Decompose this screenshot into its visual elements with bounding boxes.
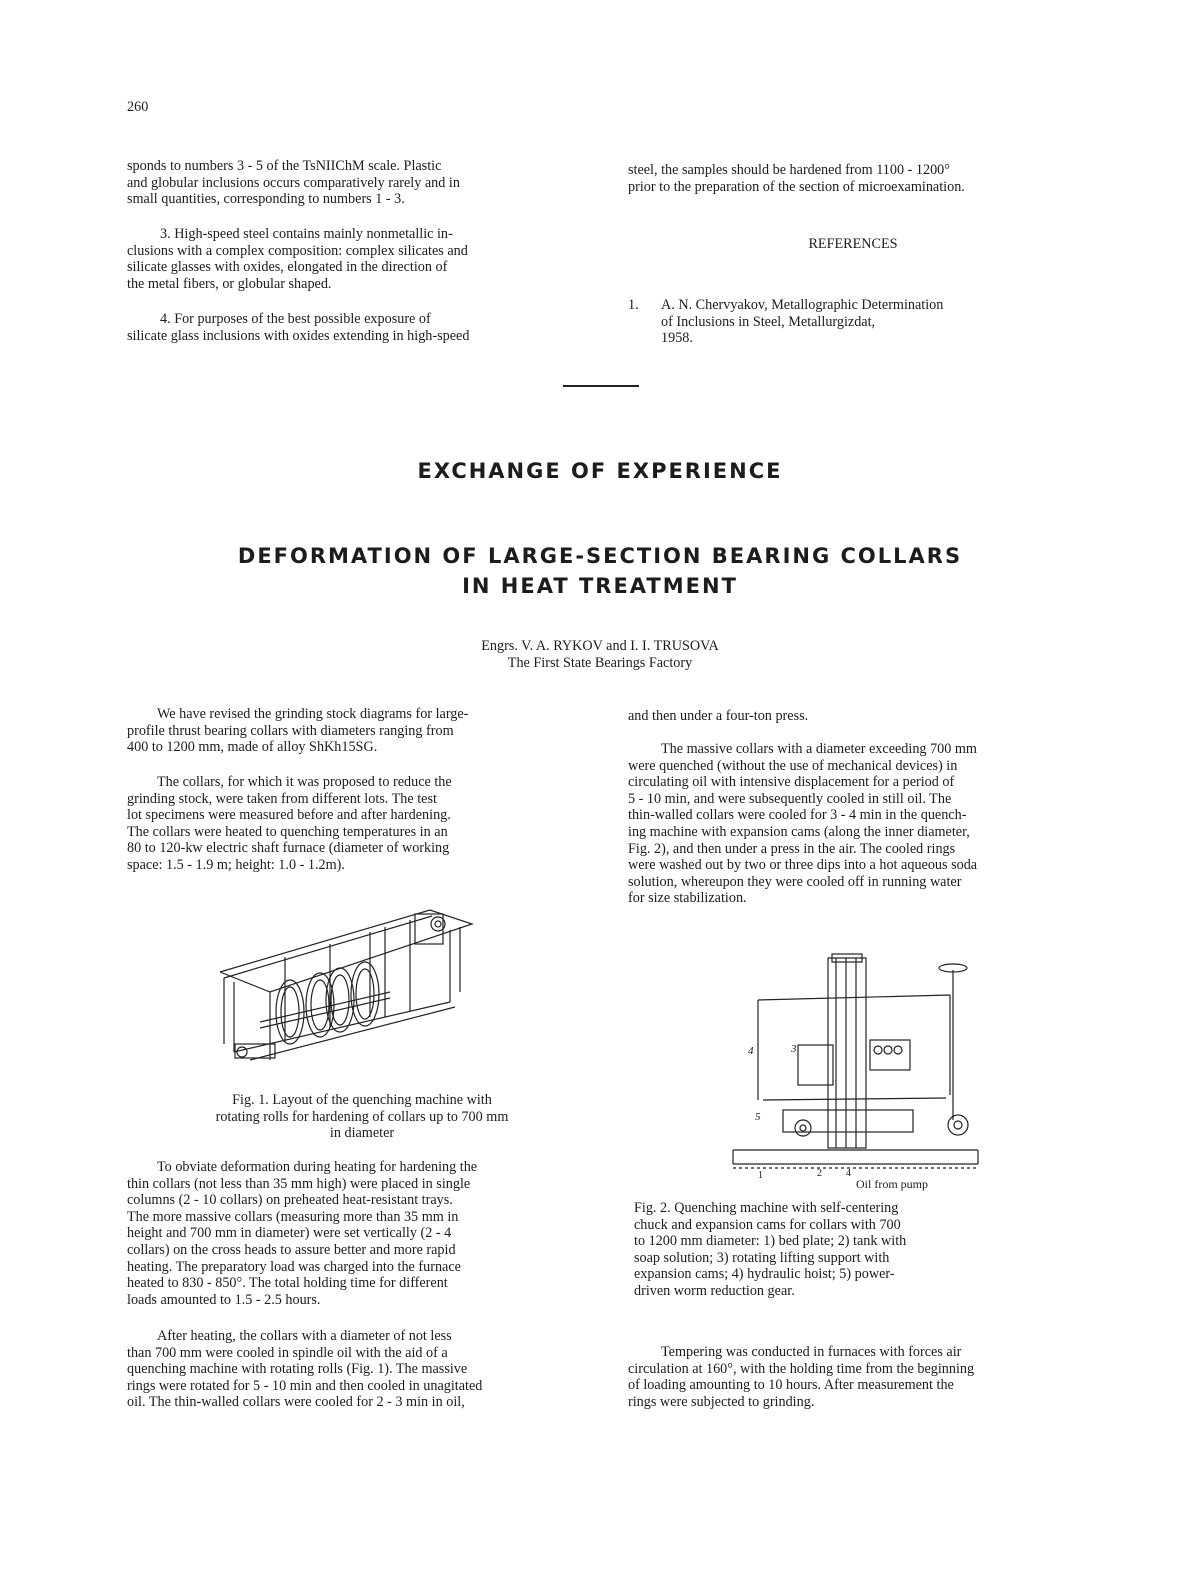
- text-line: The collars, for which it was proposed to reduce the: [157, 774, 452, 790]
- article-title-line: DEFORMATION OF LARGE-SECTION BEARING COLLARS: [237, 544, 963, 568]
- text-line: oil. The thin-walled collars were cooled for 2 - 3 min in oil,: [127, 1394, 465, 1411]
- text-line: 3. High-speed steel contains mainly nonmetallic in-: [160, 226, 453, 242]
- fig2-tank: [758, 995, 950, 1100]
- text-line: were washed out by two or three dips into a hot aqueous soda: [628, 857, 978, 874]
- text-line: sponds to numbers 3 - 5 of the TsNIIChM scale. Plastic: [127, 158, 442, 174]
- text-line: of loading amounting to 10 hours. After measurement the: [628, 1377, 954, 1394]
- text-line: silicate glasses with oxides, elongated in the direction of: [127, 259, 448, 276]
- text-line: To obviate deformation during heating for hardening the: [157, 1159, 478, 1175]
- text-line: and globular inclusions occurs comparatively rarely and in: [127, 174, 460, 191]
- fig2-support: [798, 1040, 910, 1085]
- article-title: [0, 541, 1200, 601]
- fig2-oil-label: Oil from pump: [856, 1177, 928, 1191]
- references-heading: REFERENCES: [808, 236, 898, 252]
- text-line: clusions with a complex composition: complex silicates and: [127, 242, 468, 259]
- text-line: than 700 mm were cooled in spindle oil with the aid of a: [127, 1344, 448, 1361]
- fig2-handwheel: [939, 964, 968, 1135]
- figure-1-drawing: [210, 902, 480, 1080]
- text-line: We have revised the grinding stock diagrams for large-: [157, 706, 469, 722]
- left-paragraph-1: [127, 706, 597, 756]
- right-paragraph-3: [628, 1344, 1088, 1410]
- fig1-collars: [260, 962, 390, 1044]
- fig2-column: [828, 954, 866, 1148]
- text-line: driven worm reduction gear.: [634, 1282, 795, 1299]
- reference-number: 1.: [628, 297, 639, 313]
- left-paragraph-2: [127, 774, 597, 874]
- text-line: space: 1.5 - 1.9 m; height: 1.0 - 1.2m).: [127, 856, 345, 873]
- text-line: circulation at 160°, with the holding time from the beginning: [628, 1360, 975, 1377]
- text-line: 400 to 1200 mm, made of alloy ShKh15SG.: [127, 739, 378, 756]
- text-line: Tempering was conducted in furnaces with forces air: [661, 1344, 962, 1360]
- text-line: 5 - 10 min, and were subsequently cooled in still oil. The: [628, 790, 952, 807]
- figure-2-drawing: [728, 950, 986, 1196]
- text-line: The massive collars with a diameter exceeding 700 mm: [661, 741, 977, 757]
- fig2-label-3: 3: [791, 1043, 797, 1055]
- text-line: silicate glass inclusions with oxides extending in high-speed: [127, 327, 470, 344]
- text-line: Fig. 2), and then under a press in the air. The cooled rings: [628, 840, 956, 857]
- text-line: ing machine with expansion cams (along the inner diameter,: [628, 823, 970, 840]
- left-paragraph-4: [127, 1328, 597, 1411]
- text-line: A. N. Chervyakov, Metallographic Determination: [661, 297, 944, 313]
- text-line: solution, whereupon they were cooled off in running water: [628, 873, 962, 890]
- text-line: 4. For purposes of the best possible exposure of: [160, 311, 431, 327]
- text-line: collars) on the cross heads to assure better and more rapid: [127, 1241, 456, 1258]
- section-title: EXCHANGE OF EXPERIENCE: [417, 459, 783, 483]
- text-line: soap solution; 3) rotating lifting support with: [634, 1249, 890, 1266]
- text-line: rings were subjected to grinding.: [628, 1393, 815, 1410]
- text-line: Fig. 2. Quenching machine with self-centering: [634, 1200, 899, 1216]
- text-line: loads amounted to 1.5 - 2.5 hours.: [127, 1291, 321, 1308]
- right-paragraph-2: [628, 741, 1088, 907]
- top-right-paragraph: [628, 162, 1088, 195]
- reference-entry: [661, 297, 1091, 347]
- text-line: the metal fibers, or globular shaped.: [127, 275, 332, 292]
- text-line: thin collars (not less than 35 mm high) were placed in single: [127, 1175, 471, 1192]
- text-line: were quenched (without the use of mechanical devices) in: [628, 757, 958, 774]
- text-line: lot specimens were measured before and after hardening.: [127, 807, 451, 824]
- text-line: grinding stock, were taken from different lots. The test: [127, 790, 437, 807]
- fig2-label-5: 5: [755, 1111, 761, 1123]
- text-line: heating. The preparatory load was charged into the furnace: [127, 1258, 461, 1275]
- text-line: rings were rotated for 5 - 10 min and then cooled in unagitated: [127, 1377, 483, 1394]
- text-line: rotating rolls for hardening of collars up to 700 mm: [215, 1108, 509, 1125]
- top-left-paragraph-2: [127, 226, 597, 292]
- text-line: columns (2 - 10 collars) on preheated heat-resistant trays.: [127, 1192, 453, 1209]
- text-line: 80 to 120-kw electric shaft furnace (diameter of working: [127, 840, 450, 857]
- affiliation: The First State Bearings Factory: [507, 655, 693, 671]
- figure-1-caption: [127, 1092, 597, 1142]
- text-line: The collars were heated to quenching temperatures in an: [127, 823, 448, 840]
- text-line: for size stabilization.: [628, 890, 747, 907]
- text-line: steel, the samples should be hardened from 1100 - 1200°: [628, 162, 950, 178]
- text-line: circulating oil with intensive displacement for a period of: [628, 774, 955, 791]
- text-line: chuck and expansion cams for collars with 700: [634, 1216, 901, 1233]
- text-line: height and 700 mm in diameter) were set vertically (2 - 4: [127, 1225, 452, 1242]
- text-line: heated to 830 - 850°. The total holding time for different: [127, 1275, 448, 1292]
- fig2-label-2: 2: [817, 1168, 822, 1179]
- fig1-frame: [220, 910, 472, 1060]
- text-line: The more massive collars (measuring more than 35 mm in: [127, 1208, 459, 1225]
- right-paragraph-1: [628, 708, 1088, 725]
- fig2-label-1: 1: [758, 1170, 763, 1181]
- text-line: 1958.: [661, 330, 693, 347]
- top-left-paragraph-1: [127, 158, 597, 208]
- authors: Engrs. V. A. RYKOV and I. I. TRUSOVA: [481, 638, 719, 654]
- text-line: expansion cams; 4) hydraulic hoist; 5) power-: [634, 1266, 895, 1283]
- figure-2-caption: [634, 1200, 1094, 1300]
- text-line: of Inclusions in Steel, Metallurgizdat,: [661, 313, 876, 330]
- page-number: 260: [127, 99, 149, 115]
- text-line: Fig. 1. Layout of the quenching machine with: [232, 1092, 492, 1108]
- text-line: small quantities, corresponding to numbers 1 - 3.: [127, 191, 405, 208]
- text-line: thin-walled collars were cooled for 3 - 4 min in the quench-: [628, 807, 967, 824]
- text-line: quenching machine with rotating rolls (Fig. 1). The massive: [127, 1361, 468, 1378]
- text-line: After heating, the collars with a diameter of not less: [157, 1328, 452, 1344]
- top-left-paragraph-3: [127, 311, 597, 344]
- section-divider: [563, 385, 639, 387]
- text-line: prior to the preparation of the section of microexamination.: [628, 178, 965, 195]
- text-line: profile thrust bearing collars with diameters ranging from: [127, 722, 454, 739]
- fig2-label-4-bottom: 4: [846, 1168, 851, 1179]
- fig2-label-4: 4: [748, 1045, 754, 1057]
- text-line: to 1200 mm diameter: 1) bed plate; 2) tank with: [634, 1233, 907, 1250]
- left-paragraph-3: [127, 1159, 597, 1308]
- article-title-line: IN HEAT TREATMENT: [462, 574, 738, 598]
- text-line: and then under a four-ton press.: [628, 708, 809, 724]
- text-line: in diameter: [329, 1125, 395, 1142]
